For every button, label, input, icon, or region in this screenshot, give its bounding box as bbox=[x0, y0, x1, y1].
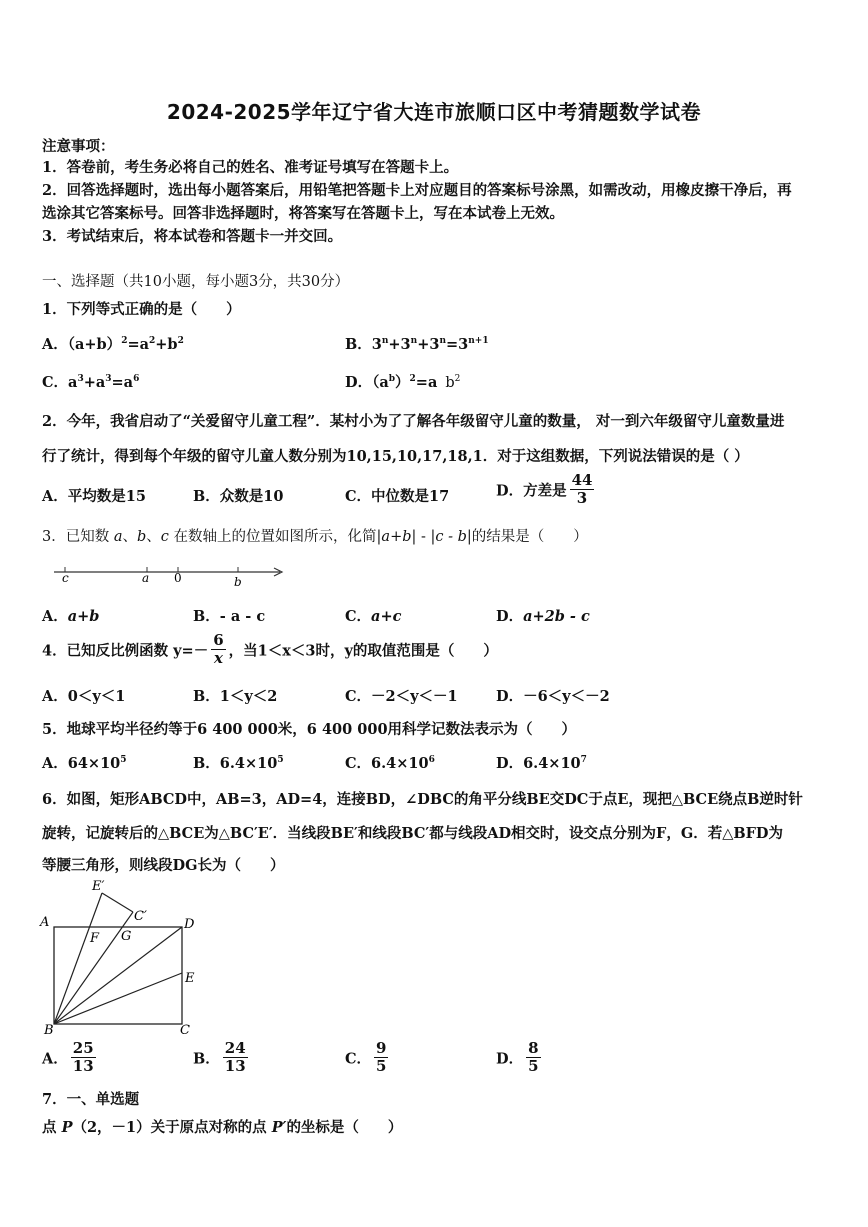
axis-label-0: 0 bbox=[174, 571, 182, 585]
label-c-prime: C′ bbox=[134, 909, 147, 924]
label-b: B bbox=[44, 1023, 54, 1038]
fraction: $\frac{6}{x}$ bbox=[213, 631, 224, 668]
question-2-option-a: A．平均数是15 bbox=[42, 488, 146, 505]
question-2-option-d: D．方差是 $\frac{44}{3}$ bbox=[496, 471, 593, 508]
question-6-option-a: A． $\frac{25}{13}$ bbox=[42, 1039, 94, 1076]
question-6-line-1: 6．如图，矩形ABCD中，AB=3，AD=4，连接BD，∠DBC的角平分线BE交DC于点E，现把△BCE绕点B逆时针 bbox=[42, 791, 803, 808]
fraction: $\frac{9}{5}$ bbox=[376, 1039, 387, 1076]
label-f: F bbox=[90, 931, 100, 946]
label-c: C bbox=[180, 1023, 190, 1038]
question-6-option-b: B． $\frac{24}{13}$ bbox=[193, 1039, 246, 1076]
fraction: $\frac{24}{13}$ bbox=[224, 1039, 246, 1076]
axis-label-c: c bbox=[62, 571, 69, 585]
question-6-option-c: C． $\frac{9}{5}$ bbox=[345, 1039, 387, 1076]
question-1-option-a: A．$(a+b)^2=a^2+b^2$ bbox=[42, 336, 184, 353]
label-g: G bbox=[121, 929, 132, 944]
question-6-option-d: D． $\frac{8}{5}$ bbox=[496, 1039, 539, 1076]
rectangle-figure bbox=[36, 876, 206, 1038]
axis-label-b: b bbox=[234, 575, 242, 589]
question-4-option-c: C．－2＜y＜－1 bbox=[345, 688, 458, 705]
question-7-stem: 点 P（2，－1）关于原点对称的点 P′的坐标是（ ） bbox=[42, 1119, 403, 1136]
number-line bbox=[50, 562, 290, 592]
question-3-stem: 3．已知数 a、b、c 在数轴上的位置如图所示，化简|a+b| - |c - b|的结果是（ ） bbox=[42, 529, 588, 545]
question-5-option-a: A．$64\times 10^5$ bbox=[42, 755, 127, 772]
label-d: D bbox=[184, 917, 195, 932]
notice-heading: 注意事项： bbox=[42, 138, 115, 155]
question-5-option-b: B．$6.4\times 10^5$ bbox=[193, 755, 284, 772]
page-title: 2024-2025学年辽宁省大连市旅顺口区中考猜题数学试卷 bbox=[166, 100, 702, 124]
question-2-option-c: C．中位数是17 bbox=[345, 488, 450, 505]
question-1-option-d: D．$(a^b)^2=a$ $b^2$ bbox=[345, 374, 461, 391]
question-2-line-1: 2．今年，我省启动了“关爱留守儿童工程”．某村小为了了解各年级留守儿童的数量， 对一到六年级留守儿童数量进 bbox=[42, 413, 785, 430]
notice-item-2-cont: 选涂其它答案标号。回答非选择题时，将答案写在答题卡上，写在本试卷上无效。 bbox=[42, 205, 564, 222]
question-7-heading: 7．一、单选题 bbox=[42, 1091, 140, 1108]
question-6-line-3: 等腰三角形，则线段DG长为（ ） bbox=[42, 857, 285, 874]
label-e-prime: E′ bbox=[92, 879, 105, 894]
label-e: E bbox=[185, 971, 195, 986]
section-heading: 一、选择题（共10小题，每小题3分，共30分） bbox=[42, 274, 350, 290]
question-1-option-b: B．$3^n+3^n+3^n=3^{n+1}$ bbox=[345, 336, 489, 353]
question-5-option-c: C．$6.4\times 10^6$ bbox=[345, 755, 435, 772]
fraction: $\frac{8}{5}$ bbox=[528, 1039, 539, 1076]
question-1-stem: 1．下列等式正确的是（ ） bbox=[42, 301, 241, 318]
question-2-option-b: B．众数是10 bbox=[193, 488, 284, 505]
notice-item-2: 2．回答选择题时，选出每小题答案后，用铅笔把答题卡上对应题目的答案标号涂黑，如需改动，用橡皮擦干净后，再 bbox=[42, 182, 792, 199]
question-1-option-c: C．$a^3+a^3=a^6$ bbox=[42, 374, 140, 391]
question-4-option-d: D．－6＜y＜－2 bbox=[496, 688, 610, 705]
question-3-option-d: D．a+2b - c bbox=[496, 608, 590, 625]
axis-label-a: a bbox=[142, 571, 150, 585]
fraction: $\frac{44}{3}$ bbox=[571, 471, 593, 508]
question-4-option-a: A．0＜y＜1 bbox=[42, 688, 126, 705]
question-5-stem: 5．地球平均半径约等于6 400 000米，6 400 000用科学记数法表示为（ ） bbox=[42, 721, 577, 738]
question-2-line-2: 行了统计，得到每个年级的留守儿童人数分别为10,15,10,17,18,1．对于这组数据，下列说法错误的是（ ） bbox=[42, 448, 749, 465]
question-4-stem: 4．已知反比例函数 y=－ $\frac{6}{x}$ ，当1＜x＜3时，y的取值范围是（ ） bbox=[42, 631, 498, 668]
notice-item-1: 1．答卷前，考生务必将自己的姓名、准考证号填写在答题卡上。 bbox=[42, 159, 459, 176]
question-4-option-b: B．1＜y＜2 bbox=[193, 688, 278, 705]
label-a: A bbox=[40, 915, 50, 930]
question-5-option-d: D．$6.4\times 10^7$ bbox=[496, 755, 587, 772]
question-3-option-b: B．- a - c bbox=[193, 608, 266, 625]
notice-item-3: 3．考试结束后，将本试卷和答题卡一并交回。 bbox=[42, 228, 343, 245]
question-3-option-c: C．a+c bbox=[345, 608, 402, 625]
question-6-line-2: 旋转，记旋转后的△BCE为△BC′E′．当线段BE′和线段BC′都与线段AD相交时，设交点分别为F，G．若△BFD为 bbox=[42, 825, 783, 842]
fraction: $\frac{25}{13}$ bbox=[72, 1039, 94, 1076]
question-3-option-a: A．a+b bbox=[42, 608, 100, 625]
